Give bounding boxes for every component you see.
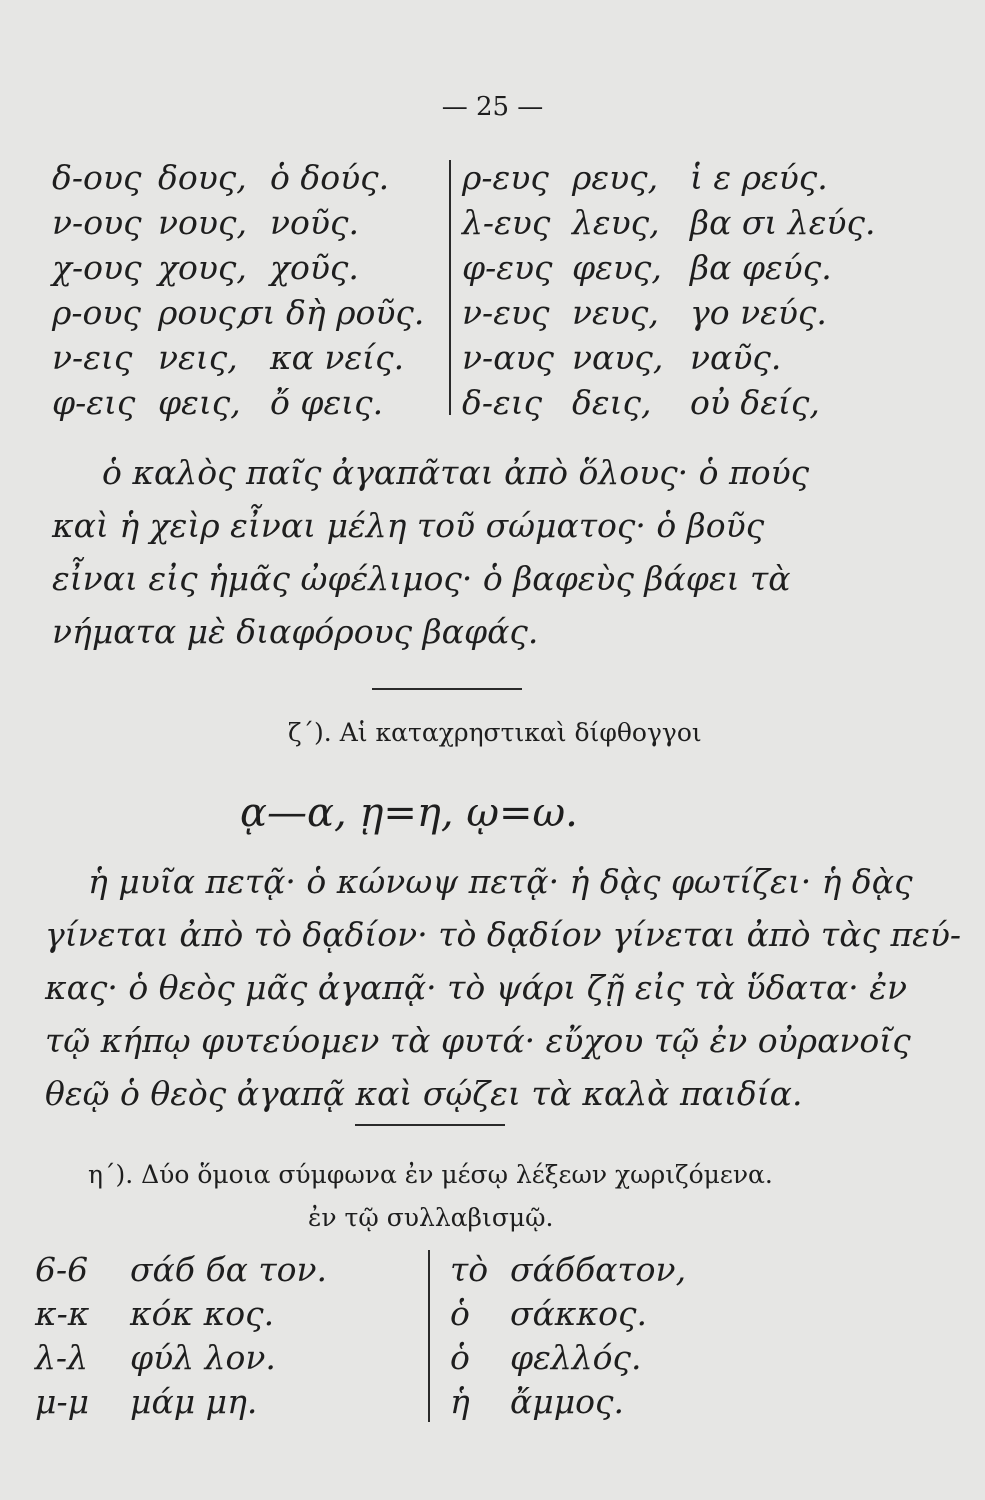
table-cell: ὁ δούς. [270, 158, 390, 197]
table-cell: χ-ους [52, 248, 142, 287]
section-heading-zeta: ζ΄). Αἱ καταχρηστικαὶ δίφθογγοι [288, 718, 702, 747]
text-line: καὶ ἡ χεὶρ εἶναι μέλη τοῦ σώματος· ὁ βοῦς [52, 506, 765, 545]
section-divider [372, 688, 522, 690]
table-cell: λ-λ [35, 1338, 88, 1377]
section-heading-eta: η΄). Δύο ὅμοια σύμφωνα ἐν μέσῳ λέξεων χωριζόμενα. [88, 1160, 773, 1189]
table-cell: ἱ ε ρεύς. [690, 158, 828, 197]
text-line: γίνεται ἀπὸ τὸ δᾳδίον· τὸ δᾳδίον γίνεται ἀπὸ τὰς πεύ- [45, 915, 962, 954]
table-cell: τὸ [450, 1250, 489, 1289]
text-line: εἶναι εἰς ἡμᾶς ὠφέλιμος· ὁ βαφεὺς βάφει τὰ [52, 559, 791, 598]
table-cell: βα σι λεύς. [690, 203, 876, 242]
table-cell: νους, [158, 203, 247, 242]
page-number: — 25 — [441, 92, 544, 122]
table-cell: δ-ους [52, 158, 142, 197]
digraph-examples: ᾳ—α, ῃ=η, ῳ=ω. [240, 790, 578, 836]
table-cell: ναῦς. [690, 338, 782, 377]
table-cell: ἡ [450, 1382, 470, 1421]
table-cell: ὄ φεις. [270, 383, 384, 422]
table-cell: μ-μ [35, 1382, 90, 1421]
text-line: θεῷ ὁ θεὸς ἀγαπᾷ καὶ σῴζει τὰ καλὰ παιδία. [45, 1074, 803, 1113]
text-line: ἡ μυῖα πετᾷ· ὁ κώνωψ πετᾷ· ἡ δᾲς φωτίζει· ἡ δᾲς [88, 862, 913, 901]
table-cell: δους, [158, 158, 247, 197]
table-cell: φεις, [158, 383, 241, 422]
table-cell: φ-ευς [462, 248, 553, 287]
table-cell: σάббατον, [510, 1250, 687, 1289]
table-cell: νοῦς. [270, 203, 359, 242]
table-cell: ν-ευς [462, 293, 550, 332]
table-cell: κ-κ [35, 1294, 90, 1333]
table-cell: ὁ [450, 1294, 470, 1333]
text-line: τῷ κήπῳ φυτεύομεν τὰ φυτά· εὔχου τῷ ἐν οὐρανοῖς [45, 1021, 911, 1060]
table-cell: ρευς, [572, 158, 659, 197]
table-cell: νεις, [158, 338, 238, 377]
table-cell: δεις, [572, 383, 652, 422]
table-cell: ρ-ευς [462, 158, 549, 197]
table-cell: σι δὴ ροῦς. [240, 293, 425, 332]
section-divider [355, 1124, 505, 1126]
table-cell: νευς, [572, 293, 659, 332]
table-divider [449, 160, 451, 415]
table-cell: ἄμμος. [510, 1382, 625, 1421]
table-cell: βα φεύς. [690, 248, 832, 287]
table-cell: ν-ους [52, 203, 142, 242]
table-cell: γο νεύς. [690, 293, 827, 332]
table-cell: ρ-ους [52, 293, 141, 332]
table-cell: σάб бα τον. [130, 1250, 328, 1289]
table-cell: φ-εις [52, 383, 136, 422]
table-cell: φελλός. [510, 1338, 642, 1377]
table-cell: λ-ευς [462, 203, 551, 242]
table-cell: χους, [158, 248, 247, 287]
table-divider [428, 1250, 430, 1422]
table-cell: οὐ δείς, [690, 383, 820, 422]
table-cell: σάκκος. [510, 1294, 647, 1333]
text-line: κας· ὁ θεὸς μᾶς ἀγαπᾷ· τὸ ψάρι ζῇ εἰς τὰ ὕδατα· ἐν [45, 968, 908, 1007]
table-cell: ὁ [450, 1338, 470, 1377]
table-cell: δ-εις [462, 383, 543, 422]
table-cell: κόκ κος. [130, 1294, 275, 1333]
table-cell: μάμ μη. [130, 1382, 258, 1421]
table-cell: ρους, [158, 293, 247, 332]
table-cell: φύλ λον. [130, 1338, 276, 1377]
table-cell: ναυς, [572, 338, 664, 377]
table-cell: κα νείς. [270, 338, 405, 377]
section-subheading-eta: ἐν τῷ συλλαβισμῷ. [308, 1203, 554, 1232]
text-line: ὁ καλὸς παῖς ἀγαπᾶται ἀπὸ ὅλους· ὁ πούς [102, 453, 810, 492]
table-cell: 6-6 [35, 1250, 89, 1289]
text-line: νήματα μὲ διαφόρους βαφάς. [52, 612, 539, 651]
table-cell: φευς, [572, 248, 662, 287]
table-cell: ν-αυς [462, 338, 555, 377]
table-cell: λευς, [572, 203, 660, 242]
table-cell: ν-εις [52, 338, 133, 377]
table-cell: χοῦς. [270, 248, 359, 287]
